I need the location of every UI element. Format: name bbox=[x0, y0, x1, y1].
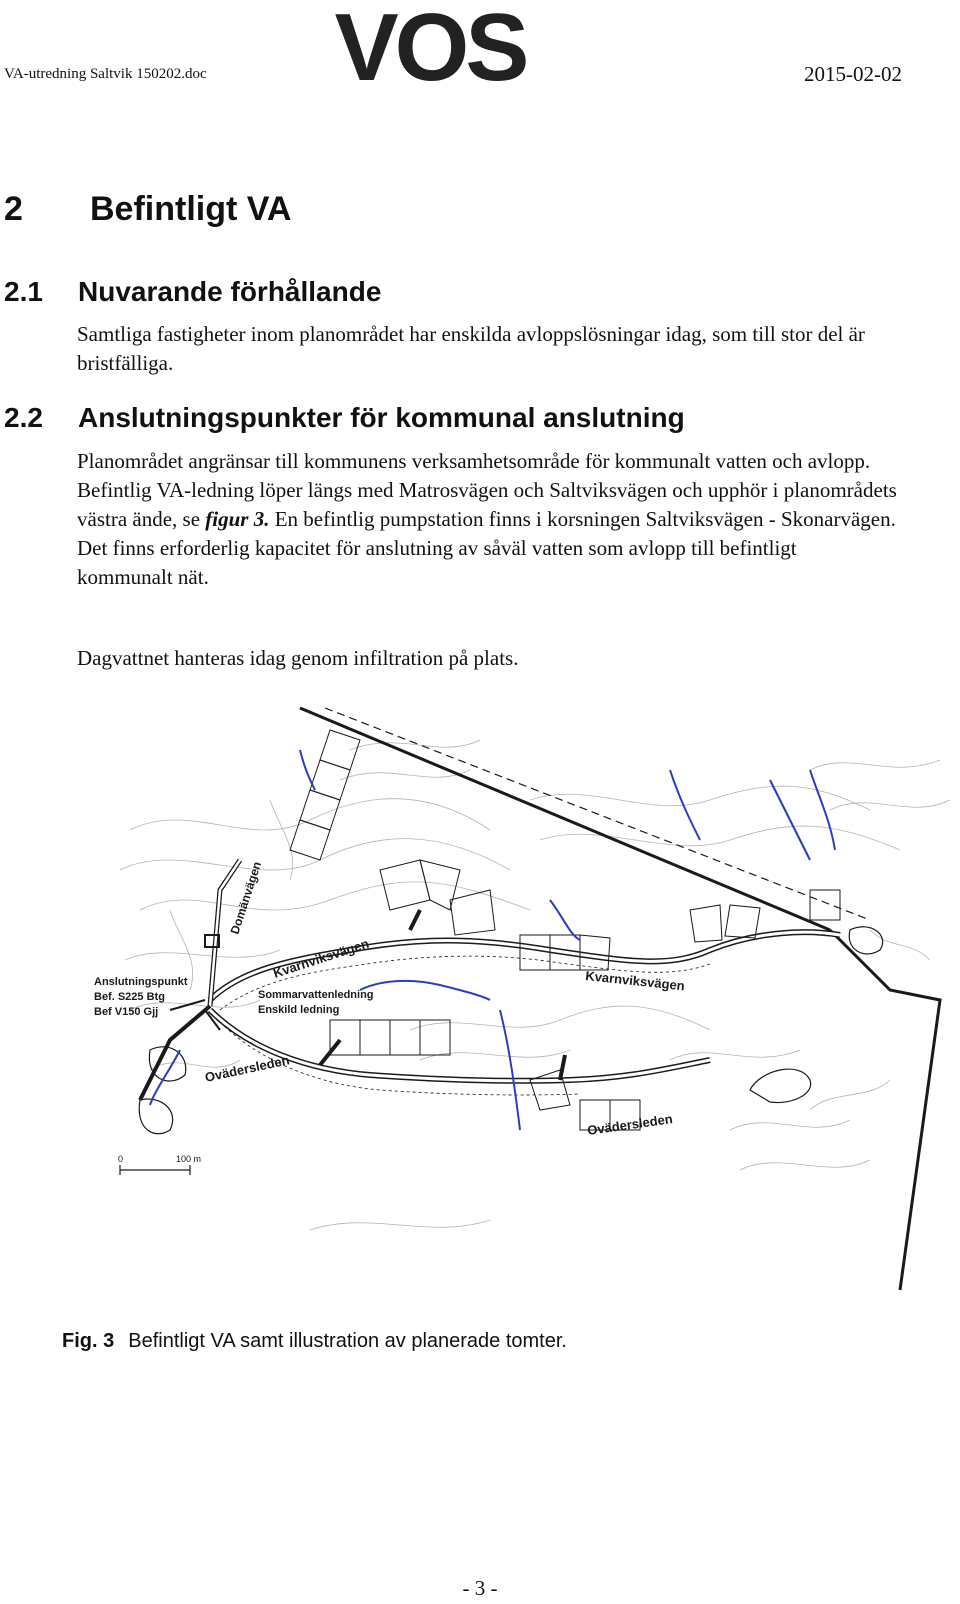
paragraph-2-2 bbox=[77, 447, 897, 592]
site-plan-map bbox=[94, 710, 958, 1320]
subsection-number: 2.2 bbox=[4, 402, 43, 433]
planned-plots bbox=[290, 730, 840, 1130]
subsection-heading-2-1 bbox=[4, 276, 381, 308]
document-date: 2015-02-02 bbox=[804, 62, 902, 86]
subsection-heading-2-2 bbox=[4, 402, 685, 434]
section-title: Befintligt VA bbox=[90, 190, 292, 228]
scale-bar bbox=[120, 1165, 190, 1175]
label-ovadersleden-west: Ovädersleden bbox=[203, 1052, 291, 1085]
figure-caption bbox=[62, 1330, 567, 1353]
subsection-number: 2.1 bbox=[4, 276, 43, 307]
logo-wordmark: VOS bbox=[334, 0, 526, 101]
figure-reference: figur 3. bbox=[205, 507, 270, 531]
label-sommarvattenledning: Sommarvattenledning bbox=[258, 989, 374, 1001]
label-domanvagen: Domänvägen bbox=[227, 859, 265, 936]
paragraph-2-1: Samtliga fastigheter inom planområdet har enskilda avloppslösningar idag, som till stor del är bristfälliga. bbox=[77, 322, 865, 375]
label-bef-s225: Bef. S225 Btg bbox=[94, 991, 165, 1003]
label-anslutningspunkt: Anslutningspunkt bbox=[94, 976, 188, 988]
shore-outlines bbox=[139, 927, 882, 1134]
section-heading bbox=[4, 190, 291, 229]
label-kvarnviksvagen-east: Kvarnviksvägen bbox=[584, 968, 686, 994]
scale-label-100: 100 m bbox=[176, 1154, 202, 1164]
paragraph-dagvatten: Dagvattnet hanteras idag genom infiltration på plats. bbox=[77, 646, 519, 670]
figure-label: Fig. 3 bbox=[62, 1330, 115, 1352]
label-enskild-ledning: Enskild ledning bbox=[258, 1004, 340, 1016]
label-bef-v150: Bef V150 Gjj bbox=[94, 1006, 159, 1018]
label-ovadersleden-east: Ovädersleden bbox=[586, 1111, 674, 1138]
section-number: 2 bbox=[4, 190, 23, 228]
figure-caption-text: Befintligt VA samt illustration av planerade tomter. bbox=[128, 1330, 567, 1352]
paragraph-text-cont: En befintlig pumpstation finns i korsningen Saltviksvägen - Skonarvägen. Det finns erforderlig kapacitet för anslutning av såväl vatten som avlopp till befintligt kommunalt nät. bbox=[77, 507, 896, 589]
scale-label-0: 0 bbox=[118, 1154, 124, 1164]
subsection-title: Anslutningspunkter för kommunal anslutning bbox=[78, 402, 685, 433]
paragraph-text: Planområdet angränsar till kommunens verksamhetsområde för kommunalt vatten och avlopp. Befintlig VA-ledning löper längs med Matrosvägen och Saltviksvägen och upphör i planområdets västra ände, se bbox=[77, 449, 897, 531]
vos-logo bbox=[312, 0, 548, 101]
label-kvarnviksvagen-west: Kvarnviksvägen bbox=[271, 935, 371, 981]
page-number: - 3 - bbox=[462, 1576, 498, 1600]
document-filename: VA-utredning Saltvik 150202.doc bbox=[4, 66, 207, 82]
subsection-title: Nuvarande förhållande bbox=[78, 276, 382, 307]
